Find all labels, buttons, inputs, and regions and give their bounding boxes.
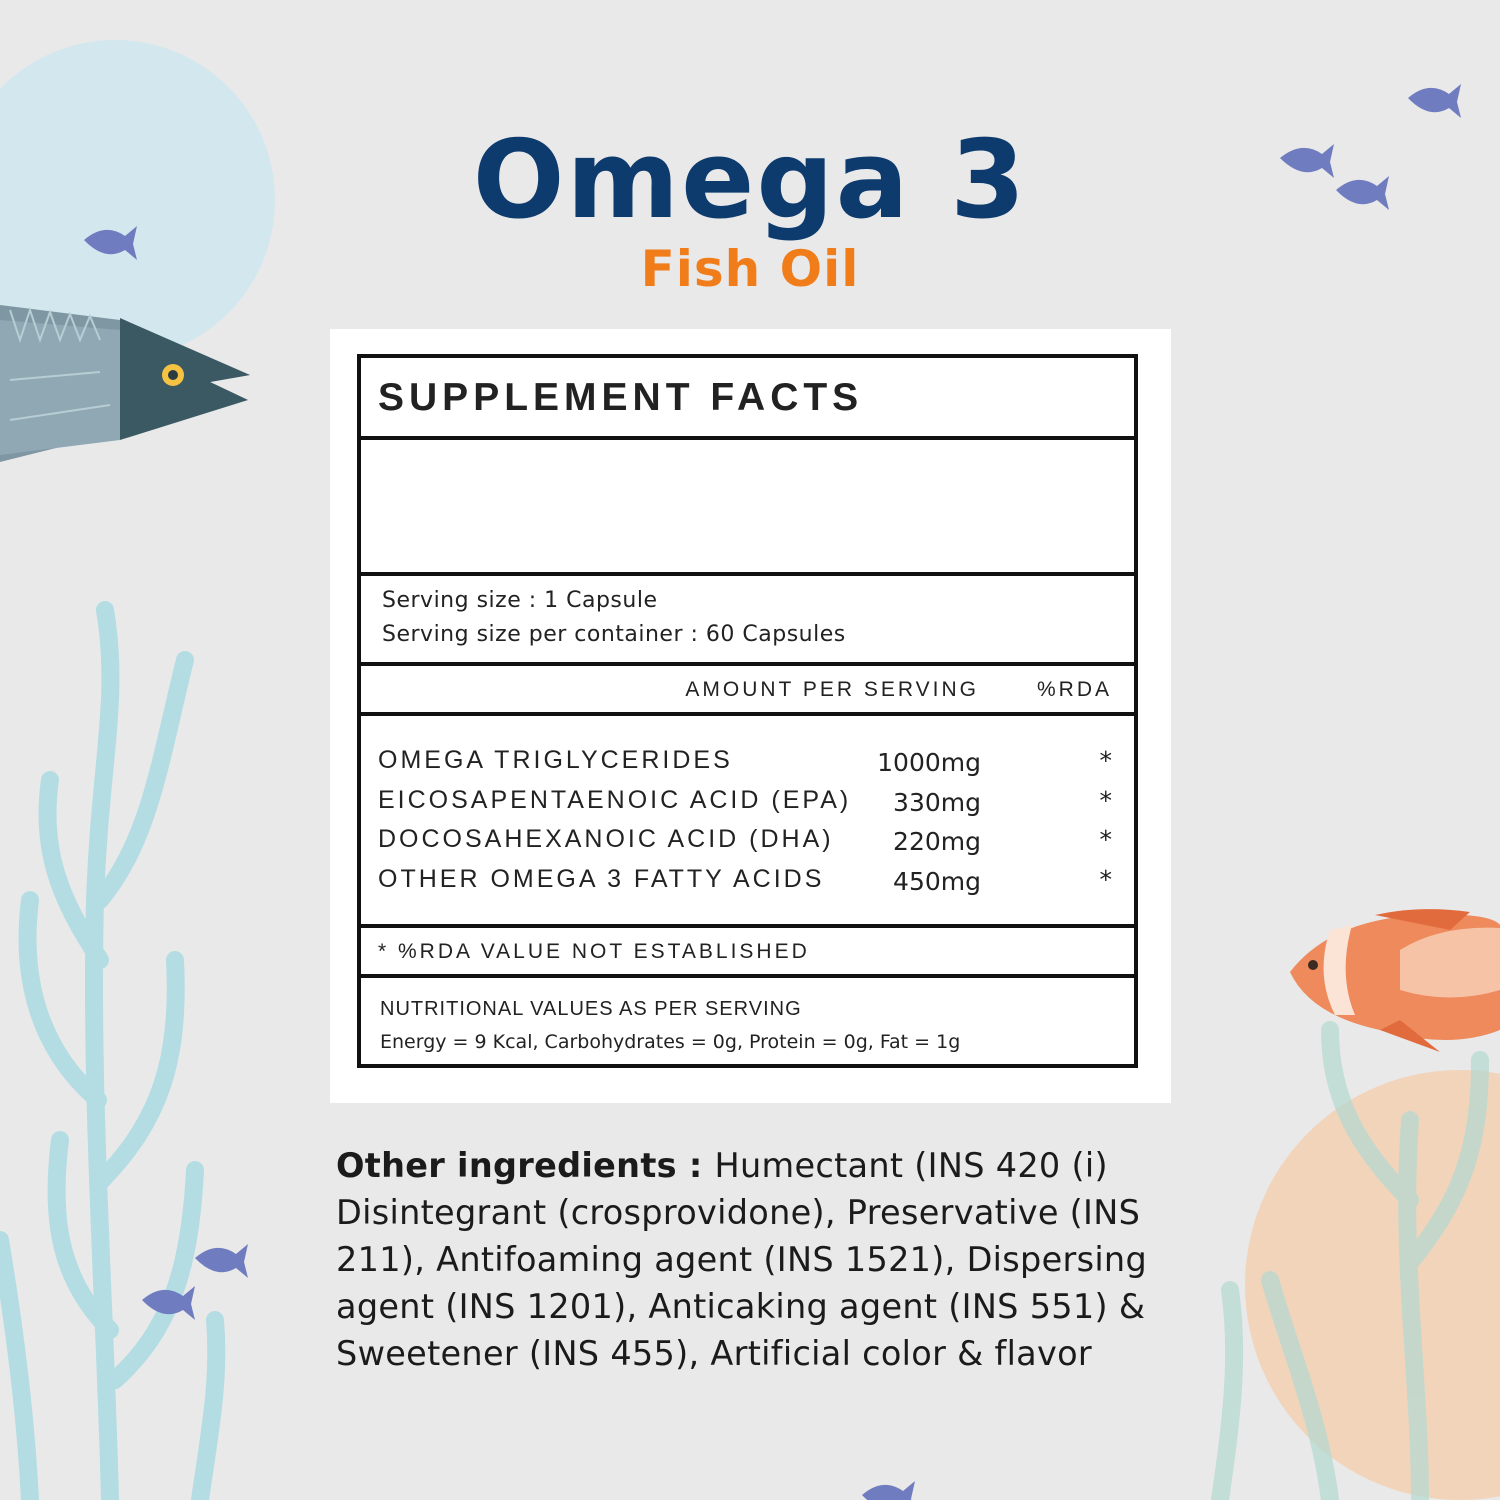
divider: [361, 662, 1134, 666]
divider: [361, 572, 1134, 576]
nutrient-name: OMEGA TRIGLYCERIDES: [378, 746, 733, 774]
nutrient-name: OTHER OMEGA 3 FATTY ACIDS: [378, 865, 825, 893]
column-amount-header: AMOUNT PER SERVING: [685, 678, 979, 701]
seaweed-left: [0, 610, 216, 1500]
nutrient-amount: 220mg: [893, 827, 981, 856]
supplement-facts-table: [357, 354, 1138, 1068]
other-ingredients-label: Other ingredients :: [336, 1146, 715, 1185]
peach-bubble: [1245, 1070, 1500, 1500]
product-title: Omega 3: [472, 118, 1028, 243]
nutrition-heading: NUTRITIONAL VALUES AS PER SERVING: [380, 998, 802, 1020]
column-rda-header: %RDA: [1036, 678, 1112, 701]
nutrient-amount: 330mg: [893, 788, 981, 817]
servings-per-container: Serving size per container : 60 Capsules: [382, 622, 846, 647]
nutrient-rda: *: [1099, 786, 1112, 815]
nutrient-name: EICOSAPENTAENOIC ACID (EPA): [378, 786, 852, 814]
big-fish-icon: [0, 305, 250, 462]
nutrient-rda: *: [1099, 825, 1112, 854]
nutrient-amount: 450mg: [893, 867, 981, 896]
serving-size: Serving size : 1 Capsule: [382, 588, 658, 613]
divider: [361, 436, 1134, 440]
nutrient-rda: *: [1099, 746, 1112, 775]
rda-footnote: * %RDA VALUE NOT ESTABLISHED: [378, 940, 810, 963]
nutrition-values: Energy = 9 Kcal, Carbohydrates = 0g, Protein = 0g, Fat = 1g: [380, 1031, 961, 1053]
nutrient-rda: *: [1099, 865, 1112, 894]
divider: [361, 974, 1134, 978]
supplement-facts-heading: SUPPLEMENT FACTS: [378, 376, 864, 419]
other-ingredients-text: Humectant (INS 420 (i) Disintegrant (crosprovidone), Preservative (INS 211), Antifoaming agent (INS 1521), Dispersing agent (INS 1201), Anticaking agent (INS 551) & Sweetener (INS 455), Artificial color & flavor: [336, 1146, 1148, 1373]
divider: [361, 924, 1134, 928]
nutrient-amount: 1000mg: [877, 748, 981, 777]
divider: [361, 712, 1134, 716]
other-ingredients: [336, 1142, 1206, 1377]
product-subtitle: Fish Oil: [640, 240, 860, 298]
nutrient-name: DOCOSAHEXANOIC ACID (DHA): [378, 825, 834, 853]
supplement-facts-card: [330, 329, 1171, 1103]
